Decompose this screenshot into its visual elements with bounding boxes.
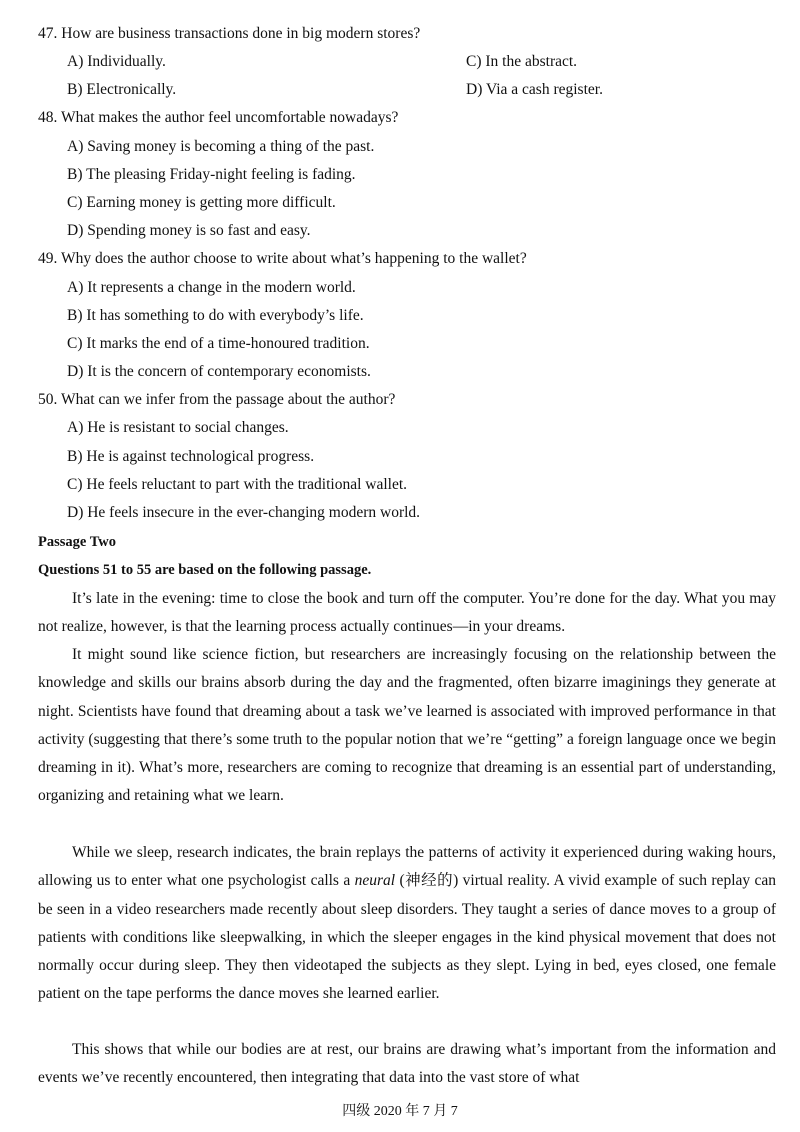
paragraph-3 [38,839,776,1009]
paragraph-1 [38,585,776,642]
option-50-c: C) He feels reluctant to part with the traditional wallet. [67,476,408,493]
option-50-b: B) He is against technological progress. [67,448,315,465]
option-47-c: C) In the abstract. [466,53,578,70]
option-47-b: B) Electronically. [67,81,177,98]
question-49: 49. Why does the author choose to write about what’s happening to the wallet? [38,250,527,267]
section-subtitle: Questions 51 to 55 are based on the following passage. [38,562,372,578]
option-48-b: B) The pleasing Friday-night feeling is fading. [67,166,356,183]
paragraph-3-text-after: virtual reality. A vivid example of such replay can be seen in a video researchers made recently about sleep disorders. They taught a series of dance moves to a group of patients with conditions like sleepwalking, in which the sleeper engages in the kind physical movement that does not normally occur during sleep. They then videotaped the subjects as they slept. Lying in bed, eyes closed, one female patient on the tape performs the dance moves she learned earlier. [38,872,777,1003]
option-49-a: A) It represents a change in the modern world. [67,279,356,296]
page-footer: 四级 2020 年 7 月 7 [342,1104,458,1119]
question-48: 48. What makes the author feel uncomfortable nowadays? [38,109,399,126]
option-50-a: A) He is resistant to social changes. [67,419,289,436]
question-47: 47. How are business transactions done in big modern stores? [38,25,421,42]
option-48-d: D) Spending money is so fast and easy. [67,222,311,239]
option-49-b: B) It has something to do with everybody’s life. [67,307,364,324]
section-title: Passage Two [38,534,117,550]
paragraph-3-text-before: While we sleep, research indicates, the brain replays the patterns of activity it experienced during waking hours, allowing us to enter what one psychologist calls a [38,844,776,890]
paragraph-2-text: It might sound like science fiction, but researchers are increasingly focusing on the relationship between the knowledge and skills our brains absorb during the day and the fragmented, often bizarre imaginings they generate at night. Scientists have found that dreaming about a task we’ve learned is associated with improved performance in that activity (suggesting that there’s some truth to the popular notion that we’re “getting” a foreign language once we begin dreaming in it). What’s more, researchers are coming to recognize that dreaming is an essential part of understanding, organizing and retaining what we learn. [38,646,776,805]
paragraph-3-italic-term: neural [354,872,396,890]
paragraph-3-gloss: (神经的) [395,872,463,890]
option-48-a: A) Saving money is becoming a thing of the past. [67,138,375,155]
question-50: 50. What can we infer from the passage about the author? [38,391,396,408]
option-50-d: D) He feels insecure in the ever-changing modern world. [67,504,421,521]
paragraph-2 [38,641,776,811]
option-47-d: D) Via a cash register. [466,81,603,98]
paragraph-4 [38,1036,776,1093]
option-49-c: C) It marks the end of a time-honoured tradition. [67,335,370,352]
option-49-d: D) It is the concern of contemporary economists. [67,363,371,380]
option-47-a: A) Individually. [67,53,166,70]
paragraph-4-text: This shows that while our bodies are at rest, our brains are drawing what’s important from the information and events we’ve recently encountered, then integrating that data into the vast store of what [38,1041,776,1087]
paragraph-1-text: It’s late in the evening: time to close the book and turn off the computer. You’re done for the day. What you may not realize, however, is that the learning process actually continues—in your dreams. [38,590,776,636]
option-48-c: C) Earning money is getting more difficult. [67,194,336,211]
